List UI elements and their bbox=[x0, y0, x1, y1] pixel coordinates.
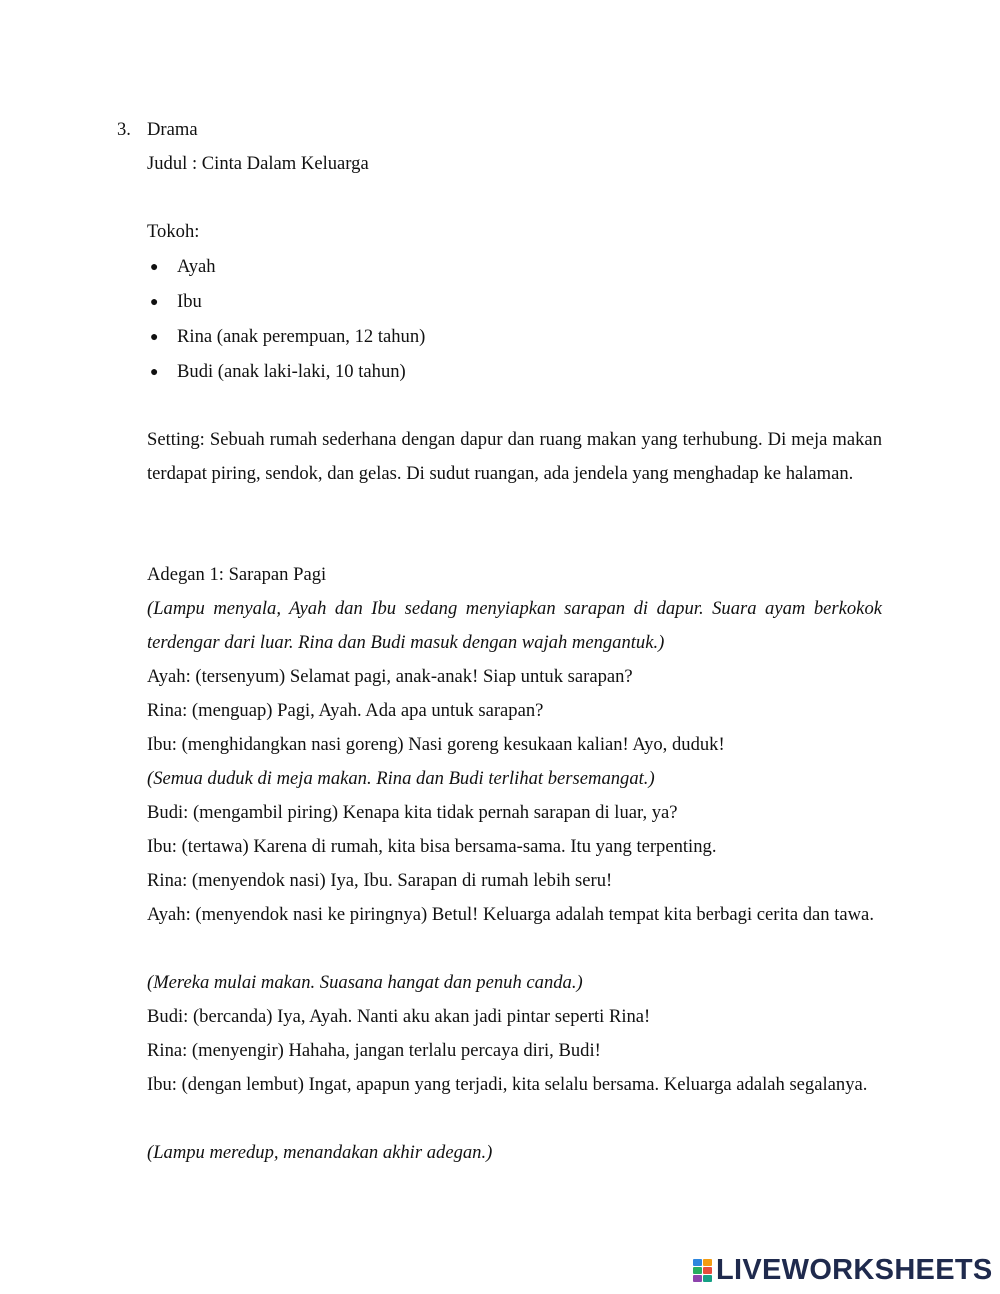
bullet-icon: ● bbox=[150, 295, 159, 310]
stage-direction: (Semua duduk di meja makan. Rina dan Budi terlihat bersemangat.) bbox=[147, 768, 655, 789]
dialogue-line: Rina: (menyendok nasi) Iya, Ibu. Sarapan di rumah lebih seru! bbox=[147, 870, 613, 891]
dialogue-line: Budi: (mengambil piring) Kenapa kita tidak pernah sarapan di luar, ya? bbox=[147, 802, 678, 823]
section-heading: Drama bbox=[147, 119, 198, 140]
drama-title: Judul : Cinta Dalam Keluarga bbox=[147, 153, 369, 174]
dialogue-line: Budi: (bercanda) Iya, Ayah. Nanti aku akan jadi pintar seperti Rina! bbox=[147, 1006, 651, 1027]
characters-label: Tokoh: bbox=[147, 221, 200, 242]
dialogue-line: Ayah: (menyendok nasi ke piringnya) Betul! Keluarga adalah tempat kita berbagi cerita dan tawa. bbox=[147, 904, 874, 925]
dialogue-line: Rina: (menyengir) Hahaha, jangan terlalu percaya diri, Budi! bbox=[147, 1040, 601, 1061]
dialogue-line: Ibu: (dengan lembut) Ingat, apapun yang terjadi, kita selalu bersama. Keluarga adalah segalanya. bbox=[147, 1074, 868, 1095]
stage-direction: (Mereka mulai makan. Suasana hangat dan penuh canda.) bbox=[147, 972, 583, 993]
stage-direction: (Lampu meredup, menandakan akhir adegan.) bbox=[147, 1142, 493, 1163]
character-item: Budi (anak laki-laki, 10 tahun) bbox=[177, 361, 406, 382]
section-number: 3. bbox=[117, 119, 131, 140]
scene-heading: Adegan 1: Sarapan Pagi bbox=[147, 564, 327, 585]
dialogue-line: Ibu: (menghidangkan nasi goreng) Nasi goreng kesukaan kalian! Ayo, duduk! bbox=[147, 734, 725, 755]
bullet-icon: ● bbox=[150, 260, 159, 275]
character-item: Ibu bbox=[177, 291, 202, 312]
character-item: Ayah bbox=[177, 256, 216, 277]
dialogue-line: Ibu: (tertawa) Karena di rumah, kita bisa bersama-sama. Itu yang terpenting. bbox=[147, 836, 717, 857]
dialogue-line: Ayah: (tersenyum) Selamat pagi, anak-anak! Siap untuk sarapan? bbox=[147, 666, 633, 687]
bullet-icon: ● bbox=[150, 330, 159, 345]
bullet-icon: ● bbox=[150, 365, 159, 380]
liveworksheets-logo bbox=[693, 1254, 993, 1286]
character-item: Rina (anak perempuan, 12 tahun) bbox=[177, 326, 426, 347]
setting-paragraph: Setting: Sebuah rumah sederhana dengan dapur dan ruang makan yang terhubung. Di meja makan terdapat piring, sendok, dan gelas. Di sudut ruangan, ada jendela yang menghadap ke halaman. bbox=[147, 429, 882, 484]
logo-text: LIVEWORKSHEETS bbox=[716, 1254, 993, 1286]
stage-direction: (Lampu menyala, Ayah dan Ibu sedang menyiapkan sarapan di dapur. Suara ayam berkokok terdengar dari luar. Rina dan Budi masuk dengan wajah mengantuk.) bbox=[147, 598, 882, 653]
logo-mark-icon bbox=[693, 1259, 712, 1282]
dialogue-line: Rina: (menguap) Pagi, Ayah. Ada apa untuk sarapan? bbox=[147, 700, 544, 721]
